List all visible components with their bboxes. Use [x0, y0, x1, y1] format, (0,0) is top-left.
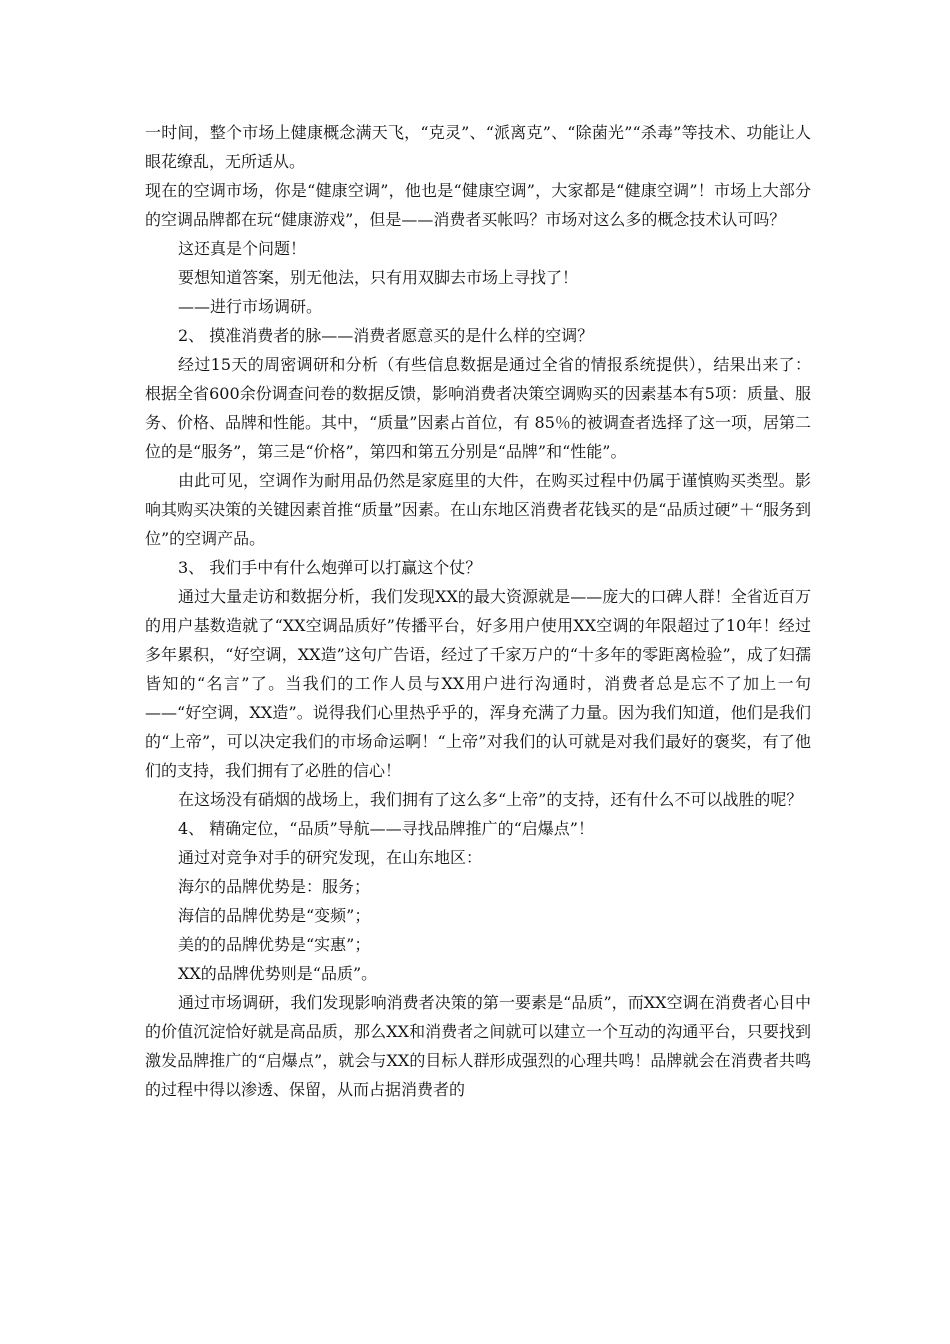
paragraph: 这还真是个问题！ [178, 239, 307, 258]
paragraph: ——进行市场调研。 [178, 297, 323, 316]
list-item: 美的的品牌优势是“实惠”； [178, 935, 371, 954]
paragraph: 经过15天的周密调研和分析（有些信息数据是通过全省的情报系统提供），结果出来了：根据全省600余份调查问卷的数据反馈，影响消费者决策空调购买的因素基本有5项：质量、服务、价格、品牌和性能。其中，“质量”因素占首位，有 85％的被调查者选择了这一项，居第二位的是“服务”，第三是“价格”，第四和第五分别是“品牌”和“性能”。 [145, 355, 811, 461]
paragraph: 由此可见，空调作为耐用品仍然是家庭里的大件，在购买过程中仍属于谨慎购买类型。影响其购买决策的关键因素首推“质量”因素。在山东地区消费者花钱买的是“品质过硬”＋“服务到位”的空调产品。 [145, 471, 811, 548]
list-item: XX的品牌优势则是“品质”。 [178, 964, 378, 983]
section-heading: 3、 我们手中有什么炮弹可以打赢这个仗？ [178, 558, 482, 577]
section-heading: 4、 精确定位，“品质”导航——寻找品牌推广的“启爆点”！ [178, 819, 594, 838]
list-item: 海信的品牌优势是“变频”； [178, 906, 371, 925]
paragraph: 要想知道答案，别无他法，只有用双脚去市场上寻找了！ [178, 268, 579, 287]
paragraph: 在这场没有硝烟的战场上，我们拥有了这么多“上帝”的支持，还有什么不可以战胜的呢？ [178, 790, 803, 809]
paragraph: 通过市场调研，我们发现影响消费者决策的第一要素是“品质”，而XX空调在消费者心目中的价值沉淀恰好就是高品质，那么XX和消费者之间就可以建立一个互动的沟通平台，只要找到激发品牌推广的“启爆点”，就会与XX的目标人群形成强烈的心理共鸣！品牌就会在消费者共鸣的过程中得以渗透、保留，从而占据消费者的 [145, 993, 811, 1099]
section-heading: 2、 摸准消费者的脉——消费者愿意买的是什么样的空调？ [178, 326, 594, 345]
paragraph: 一时间，整个市场上健康概念满天飞，“克灵”、“派离克”、“除菌光”“杀毒”等技术、功能让人眼花缭乱，无所适从。 [145, 123, 811, 171]
list-item: 海尔的品牌优势是：服务； [178, 877, 371, 896]
paragraph: 通过大量走访和数据分析，我们发现XX的最大资源就是——庞大的口碑人群！全省近百万的用户基数造就了“XX空调品质好”传播平台，好多用户使用XX空调的年限超过了10年！经过多年累积，“好空调，XX造”这句广告语，经过了千家万户的“十多年的零距离检验”，成了妇孺皆知的“名言”了。当我们的工作人员与XX用户进行沟通时，消费者总是忘不了加上一句——“好空调，XX造”。说得我们心里热乎乎的，浑身充满了力量。因为我们知道，他们是我们的“上帝”，可以决定我们的市场命运啊！“上帝”对我们的认可就是对我们最好的褒奖，有了他们的支持，我们拥有了必胜的信心！ [145, 587, 811, 780]
document-page [145, 118, 811, 1104]
paragraph: 现在的空调市场，你是“健康空调”，他也是“健康空调”，大家都是“健康空调”！市场上大部分的空调品牌都在玩“健康游戏”，但是——消费者买帐吗？市场对这么多的概念技术认可吗？ [145, 181, 811, 229]
paragraph: 通过对竞争对手的研究发现，在山东地区： [178, 848, 483, 867]
